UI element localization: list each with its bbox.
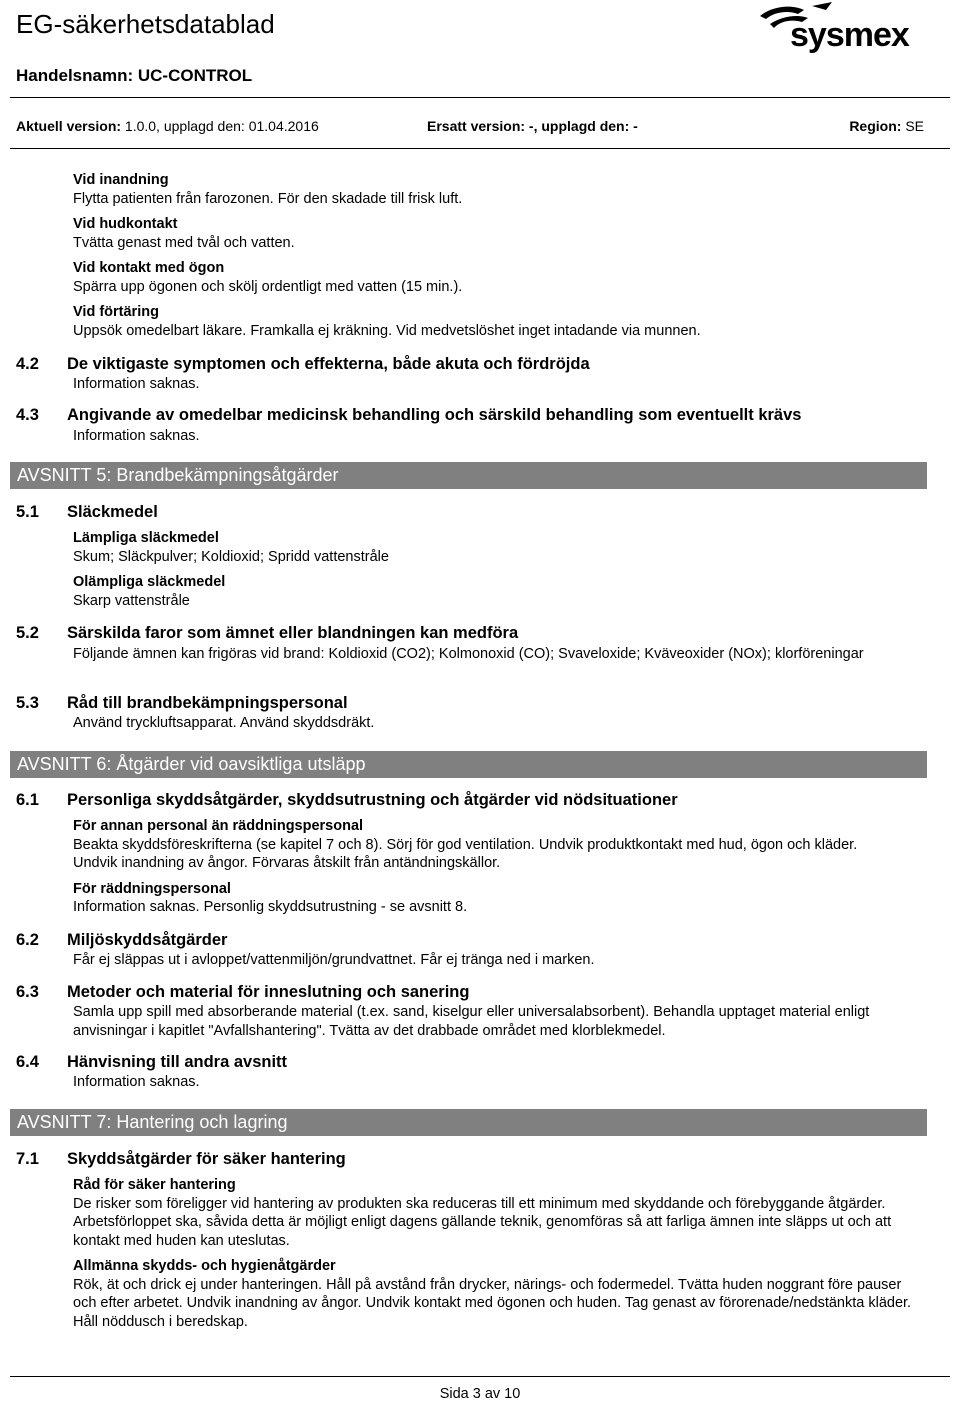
subsection-title: Angivande av omedelbar medicinsk behandling och särskild behandling som eventuellt krävs	[67, 406, 802, 424]
inhalation-label: Vid inandning	[73, 172, 169, 188]
suitable-media-text: Skum; Släckpulver; Koldioxid; Spridd vattenstråle	[73, 548, 389, 565]
document-title: EG-säkerhetsdatablad	[16, 9, 275, 39]
subsection-number: 6.4	[16, 1053, 39, 1071]
safe-handling-block	[73, 1176, 918, 1331]
subsection-number: 4.2	[16, 355, 39, 373]
subsection-title: Metoder och material för inneslutning och sanering	[67, 983, 470, 1001]
eye-text: Spärra upp ögonen och skölj ordentligt med vatten (15 min.).	[73, 278, 463, 295]
subsection-number: 4.3	[16, 406, 39, 424]
ingestion-label: Vid förtäring	[73, 304, 159, 320]
personal-precautions-block	[73, 817, 903, 917]
subsection-text: Information saknas.	[73, 1074, 200, 1090]
version-divider	[10, 148, 950, 149]
region-value: SE	[905, 118, 924, 134]
subsection-title: Personliga skyddsåtgärder, skyddsutrustning och åtgärder vid nödsituationer	[67, 791, 678, 809]
subsection-title: Släckmedel	[67, 503, 158, 521]
logo-text: sysmex	[790, 16, 909, 54]
eye-label: Vid kontakt med ögon	[73, 260, 225, 276]
subsection-title: Hänvisning till andra avsnitt	[67, 1053, 288, 1071]
unsuitable-media-text: Skarp vattenstråle	[73, 592, 190, 609]
trade-name	[16, 66, 252, 86]
current-version-label: Aktuell version:	[16, 118, 122, 134]
trade-name-value: UC-CONTROL	[137, 66, 253, 85]
subsection-text: Information saknas.	[73, 428, 200, 444]
subsection-number: 7.1	[16, 1150, 39, 1168]
trade-name-label: Handelsnamn:	[16, 66, 134, 85]
subsection-title: Miljöskyddsåtgärder	[67, 931, 228, 949]
subsection-title: Råd till brandbekämpningspersonal	[67, 694, 348, 712]
skin-text: Tvätta genast med tvål och vatten.	[73, 234, 295, 251]
skin-label: Vid hudkontakt	[73, 216, 178, 232]
current-version-value: 1.0.0, upplagd den: 01.04.2016	[124, 118, 319, 134]
page-number: Sida 3 av 10	[439, 1386, 521, 1402]
emergency-label: För räddningspersonal	[73, 880, 231, 897]
subsection-number: 5.1	[16, 503, 39, 521]
subsection-title: De viktigaste symptomen och effekterna, både akuta och fördröjda	[67, 355, 590, 373]
subsection-title: Skyddsåtgärder för säker hantering	[67, 1150, 346, 1168]
ingestion-text: Uppsök omedelbart läkare. Framkalla ej kräkning. Vid medvetslöshet inget intadande via munnen.	[73, 322, 701, 339]
replaced-version: Ersatt version: -, upplagd den: -	[427, 118, 638, 134]
safe-handling-label: Råd för säker hantering	[73, 1177, 236, 1193]
safe-handling-text: De risker som föreligger vid hantering av produkten ska reduceras till ett minimum med skyddande och förebyggande åtgärder. Arbetsförloppet ska, såvida detta är möjligt enligt dagens gällande teknik, genomföras så att farliga ämnen inte släpps ut och att kontakt med huden kan uteslutas.	[73, 1195, 892, 1249]
suitable-media-label: Lämpliga släckmedel	[73, 530, 219, 546]
subsection-text: Samla upp spill med absorberande material (t.ex. sand, kiselgur eller universalabsorbent). Behandla upptaget material enligt anvisningar i kapitlet "Avfallshantering". Tvätta av det drabbade området med klorblekmedel.	[73, 1004, 870, 1039]
region-label: Region:	[849, 118, 902, 134]
extinguishing-media-block	[73, 529, 933, 610]
footer-divider	[10, 1376, 950, 1377]
subsection-text: Information saknas.	[73, 376, 200, 392]
emergency-text: Information saknas. Personlig skyddsutrustning - se avsnitt 8.	[73, 899, 468, 915]
subsection-number: 6.2	[16, 931, 39, 949]
section-7-header: AVSNITT 7: Hantering och lagring	[10, 1109, 927, 1136]
subsection-text: Använd tryckluftsapparat. Använd skyddsdräkt.	[73, 715, 375, 731]
subsection-text: Får ej släppas ut i avloppet/vattenmiljön/grundvattnet. Får ej tränga ned i marken.	[73, 952, 595, 968]
hygiene-text: Rök, ät och drick ej under hanteringen. Håll på avstånd från drycker, närings- och fodermedel. Tvätta huden noggrant före pauser och efter arbetet. Undvik inandning av ångor. Undvik kontakt med ögonen och huden. Tag genast av förorenade/nedstänkta kläder. Håll nöddusch i beredskap.	[73, 1276, 912, 1330]
section-5-header: AVSNITT 5: Brandbekämpningsåtgärder	[10, 462, 927, 489]
non-emergency-text: Beakta skyddsföreskrifterna (se kapitel 7 och 8). Sörj för god ventilation. Undvik produktkontakt med hud, ögon och kläder. Undvik inandning av ångor. Förvaras åtskilt från antändningskällor.	[73, 836, 858, 871]
subsection-number: 5.2	[16, 624, 39, 642]
first-aid-block	[73, 171, 933, 340]
inhalation-text: Flytta patienten från farozonen. För den skadade till frisk luft.	[73, 190, 463, 207]
section-6-header: AVSNITT 6: Åtgärder vid oavsiktliga utsläpp	[10, 751, 927, 778]
subsection-title: Särskilda faror som ämnet eller blandningen kan medföra	[67, 624, 519, 642]
subsection-number: 6.3	[16, 983, 39, 1001]
hygiene-label: Allmänna skydds- och hygienåtgärder	[73, 1258, 336, 1274]
header-divider	[10, 97, 950, 98]
unsuitable-media-label: Olämpliga släckmedel	[73, 574, 226, 590]
subsection-number: 5.3	[16, 694, 39, 712]
subsection-text: Följande ämnen kan frigöras vid brand: Koldioxid (CO2); Kolmonoxid (CO); Svaveloxide; Kväveoxider (NOx); klorföreningar	[73, 646, 864, 662]
subsection-number: 6.1	[16, 791, 39, 809]
non-emergency-label: För annan personal än räddningspersonal	[73, 818, 364, 834]
